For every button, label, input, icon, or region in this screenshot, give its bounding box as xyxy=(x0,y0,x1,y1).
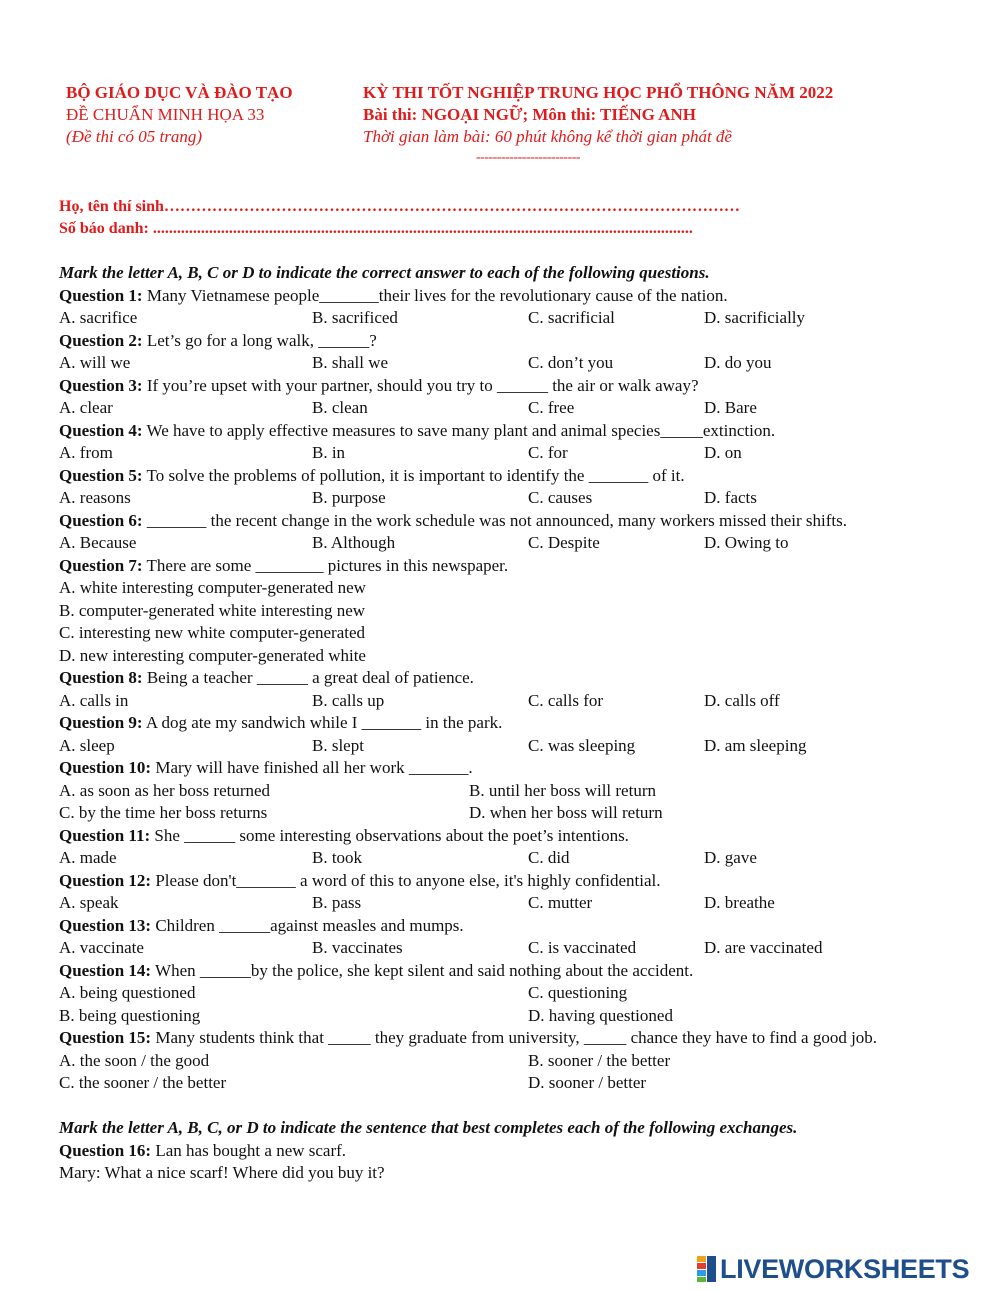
options-row xyxy=(59,487,939,510)
answer-option[interactable]: B. took xyxy=(312,848,363,867)
answer-option[interactable]: B. purpose xyxy=(312,488,386,507)
answer-option[interactable]: A. speak xyxy=(59,893,119,912)
question-text: There are some ________ pictures in this newspaper. xyxy=(142,555,509,575)
answer-option[interactable]: A. as soon as her boss returned xyxy=(59,780,271,800)
question-label: Question 11: xyxy=(59,825,151,845)
answer-option[interactable]: C. by the time her boss returns xyxy=(59,803,268,822)
options-row xyxy=(59,397,939,420)
question-text: Many students think that _____ they graduate from university, _____ chance they have to find a good job. xyxy=(151,1028,878,1047)
answer-option[interactable]: D. breathe xyxy=(704,893,775,912)
options-row xyxy=(59,352,939,375)
answer-option[interactable]: C. did xyxy=(528,848,570,867)
question-text: Being a teacher ______ a great deal of patience. xyxy=(142,668,474,687)
question-label: Question 3: xyxy=(59,375,143,395)
answer-option[interactable]: B. computer-generated white interesting new xyxy=(59,600,366,620)
question-11 xyxy=(59,825,939,848)
question-6 xyxy=(59,510,939,533)
question-text: _______ the recent change in the work schedule was not announced, many workers missed their shifts. xyxy=(142,510,847,530)
question-text: Many Vietnamese people_______their lives for the revolutionary cause of the nation. xyxy=(142,285,728,305)
options-row xyxy=(59,735,939,758)
question-label: Question 16: xyxy=(59,1140,152,1160)
answer-option[interactable]: A. sacrifice xyxy=(59,308,138,327)
question-3 xyxy=(59,375,939,398)
options-row xyxy=(59,847,939,870)
brand-logo[interactable] xyxy=(697,1252,969,1286)
question-9 xyxy=(59,712,939,735)
answer-option[interactable]: A. Because xyxy=(59,533,137,552)
question-label: Question 6: xyxy=(59,510,143,530)
question-label: Question 10: xyxy=(59,758,152,777)
liveworksheets-logo-icon xyxy=(697,1256,717,1282)
options-row xyxy=(59,1005,939,1028)
question-1 xyxy=(59,285,939,308)
exam-code: ĐỀ CHUẨN MINH HỌA 33 xyxy=(66,105,265,124)
answer-option[interactable]: B. in xyxy=(312,443,346,462)
question-label: Question 14: xyxy=(59,960,152,980)
question-label: Question 5: xyxy=(59,465,143,485)
exam-title: KỲ THI TỐT NGHIỆP TRUNG HỌC PHỔ THÔNG NĂM 2022 xyxy=(363,83,834,102)
answer-option[interactable]: C. calls for xyxy=(528,690,604,710)
header-rule: ------------------------- xyxy=(476,150,581,165)
answer-option[interactable]: C. free xyxy=(528,398,575,417)
question-list xyxy=(59,285,939,1095)
question-4 xyxy=(59,420,939,443)
answer-option[interactable]: C. mutter xyxy=(528,893,593,912)
question-label: Question 9: xyxy=(59,713,143,732)
time-note: Thời gian làm bài: 60 phút không kể thời gian phát đề xyxy=(363,127,732,146)
options-row xyxy=(59,307,939,330)
question-2 xyxy=(59,330,939,353)
question-5 xyxy=(59,465,939,488)
answer-option[interactable]: B. calls up xyxy=(312,690,385,710)
answer-option[interactable]: D. calls off xyxy=(704,690,780,710)
answer-option[interactable]: C. Despite xyxy=(528,533,600,552)
dialogue-line: Mary: What a nice scarf! Where did you buy it? xyxy=(59,1163,385,1182)
question-text: Lan has bought a new scarf. xyxy=(151,1140,347,1160)
question-text: A dog ate my sandwich while I _______ in the park. xyxy=(142,713,503,732)
question-10 xyxy=(59,757,939,780)
answer-option[interactable]: B. pass xyxy=(312,893,362,912)
pages-note: (Đề thi có 05 trang) xyxy=(66,127,202,146)
question-14 xyxy=(59,960,939,983)
options-row xyxy=(59,1050,939,1073)
answer-option[interactable]: D. are vaccinated xyxy=(704,938,823,957)
options-row xyxy=(59,892,939,915)
answer-option[interactable]: C. the sooner / the better xyxy=(59,1073,227,1092)
question-label: Question 13: xyxy=(59,915,152,935)
question-label: Question 8: xyxy=(59,668,143,687)
options-row xyxy=(59,442,939,465)
question-text: She ______ some interesting observations about the poet’s intentions. xyxy=(150,825,629,845)
answer-option[interactable]: A. being questioned xyxy=(59,983,196,1002)
answer-option[interactable]: A. sleep xyxy=(59,735,115,755)
question-text: If you’re upset with your partner, should you try to ______ the air or walk away? xyxy=(142,375,699,395)
exam-subject: Bài thi: NGOẠI NGỮ; Môn thi: TIẾNG ANH xyxy=(363,105,696,124)
answer-option[interactable]: A. clear xyxy=(59,398,113,417)
answer-option[interactable]: C. interesting new white computer-generated xyxy=(59,623,366,642)
answer-option[interactable]: B. Although xyxy=(312,533,396,552)
answer-option[interactable]: C. causes xyxy=(528,488,593,507)
answer-option[interactable]: D. when her boss will return xyxy=(469,803,663,822)
options-row xyxy=(59,1072,939,1095)
answer-option[interactable]: D. Owing to xyxy=(704,533,789,552)
section2-instruction: Mark the letter A, B, C, or D to indicate the sentence that best completes each of the following exchanges. xyxy=(59,1118,798,1137)
answer-option[interactable]: B. shall we xyxy=(312,353,389,372)
answer-option[interactable]: A. calls in xyxy=(59,690,129,710)
answer-option[interactable]: B. being questioning xyxy=(59,1005,201,1025)
answer-option[interactable]: B. sooner / the better xyxy=(528,1050,671,1070)
question-16 xyxy=(59,1140,939,1163)
candidate-name-line: Họ, tên thí sinh……………………………………………………………………………………………… xyxy=(59,198,740,215)
options-row xyxy=(59,532,939,555)
answer-option[interactable]: D. do you xyxy=(704,353,772,372)
question-label: Question 2: xyxy=(59,330,143,350)
question-text: To solve the problems of pollution, it is important to identify the _______ of it. xyxy=(142,465,685,485)
answer-option[interactable]: B. slept xyxy=(312,735,364,755)
answer-option[interactable]: B. clean xyxy=(312,398,368,417)
header-left xyxy=(66,82,293,148)
answer-option[interactable]: B. until her boss will return xyxy=(469,780,656,800)
answer-option[interactable]: B. vaccinates xyxy=(312,938,403,957)
candidate-number-line: Số báo danh: ....................................................................................................................................... xyxy=(59,220,693,237)
answer-option[interactable]: A. from xyxy=(59,443,113,462)
ministry-name: BỘ GIÁO DỤC VÀ ĐÀO TẠO xyxy=(66,83,293,102)
question-7 xyxy=(59,555,939,578)
answer-option[interactable]: C. is vaccinated xyxy=(528,938,637,957)
question-text: Please don't_______ a word of this to anyone else, it's highly confidential. xyxy=(151,870,661,890)
question-13 xyxy=(59,915,939,938)
options-row xyxy=(59,802,939,825)
answer-option[interactable]: D. sacrificially xyxy=(704,308,806,327)
answer-option[interactable]: A. made xyxy=(59,848,117,867)
answer-option[interactable]: D. sooner / better xyxy=(528,1073,647,1092)
answer-option[interactable]: A. white interesting computer-generated new xyxy=(59,578,366,597)
brand-name: LIVEWORKSHEETS xyxy=(720,1253,970,1284)
answer-option[interactable]: A. reasons xyxy=(59,488,131,507)
question-text: When ______by the police, she kept silent and said nothing about the accident. xyxy=(151,960,694,980)
answer-option[interactable]: C. don’t you xyxy=(528,353,614,372)
question-text: Children ______against measles and mumps. xyxy=(151,915,464,935)
question-label: Question 1: xyxy=(59,285,143,305)
header-right xyxy=(363,82,833,148)
question-label: Question 4: xyxy=(59,420,143,440)
question-12 xyxy=(59,870,939,893)
answer-option[interactable]: A. vaccinate xyxy=(59,938,144,957)
answer-option[interactable]: D. Bare xyxy=(704,398,757,417)
options-row xyxy=(59,780,939,803)
options-row xyxy=(59,937,939,960)
options-row xyxy=(59,982,939,1005)
question-label: Question 15: xyxy=(59,1028,152,1047)
question-15 xyxy=(59,1027,939,1050)
answer-option[interactable]: D. gave xyxy=(704,848,757,867)
question-text: We have to apply effective measures to save many plant and animal species_____extinction. xyxy=(142,420,776,440)
options-row xyxy=(59,690,939,713)
answer-option[interactable]: D. on xyxy=(704,443,742,462)
answer-option[interactable]: C. was sleeping xyxy=(528,735,636,755)
answer-option[interactable]: B. sacrificed xyxy=(312,308,398,327)
answer-option[interactable]: D. new interesting computer-generated white xyxy=(59,645,366,665)
answer-option[interactable]: C. questioning xyxy=(528,983,628,1002)
question-text: Let’s go for a long walk, ______? xyxy=(142,330,377,350)
section1-instruction: Mark the letter A, B, C or D to indicate the correct answer to each of the following questions. xyxy=(59,263,710,282)
answer-option[interactable]: D. am sleeping xyxy=(704,735,807,755)
exam-body xyxy=(59,262,939,1185)
answer-option[interactable]: D. facts xyxy=(704,488,757,507)
answer-option[interactable]: A. will we xyxy=(59,353,131,372)
question-label: Question 7: xyxy=(59,555,143,575)
question-label: Question 12: xyxy=(59,870,152,890)
answer-option[interactable]: A. the soon / the good xyxy=(59,1050,210,1070)
question-text: Mary will have finished all her work _______. xyxy=(151,758,473,777)
answer-option[interactable]: D. having questioned xyxy=(528,1005,673,1025)
question-8 xyxy=(59,667,939,690)
answer-option[interactable]: C. sacrificial xyxy=(528,308,615,327)
answer-option[interactable]: C. for xyxy=(528,443,568,462)
